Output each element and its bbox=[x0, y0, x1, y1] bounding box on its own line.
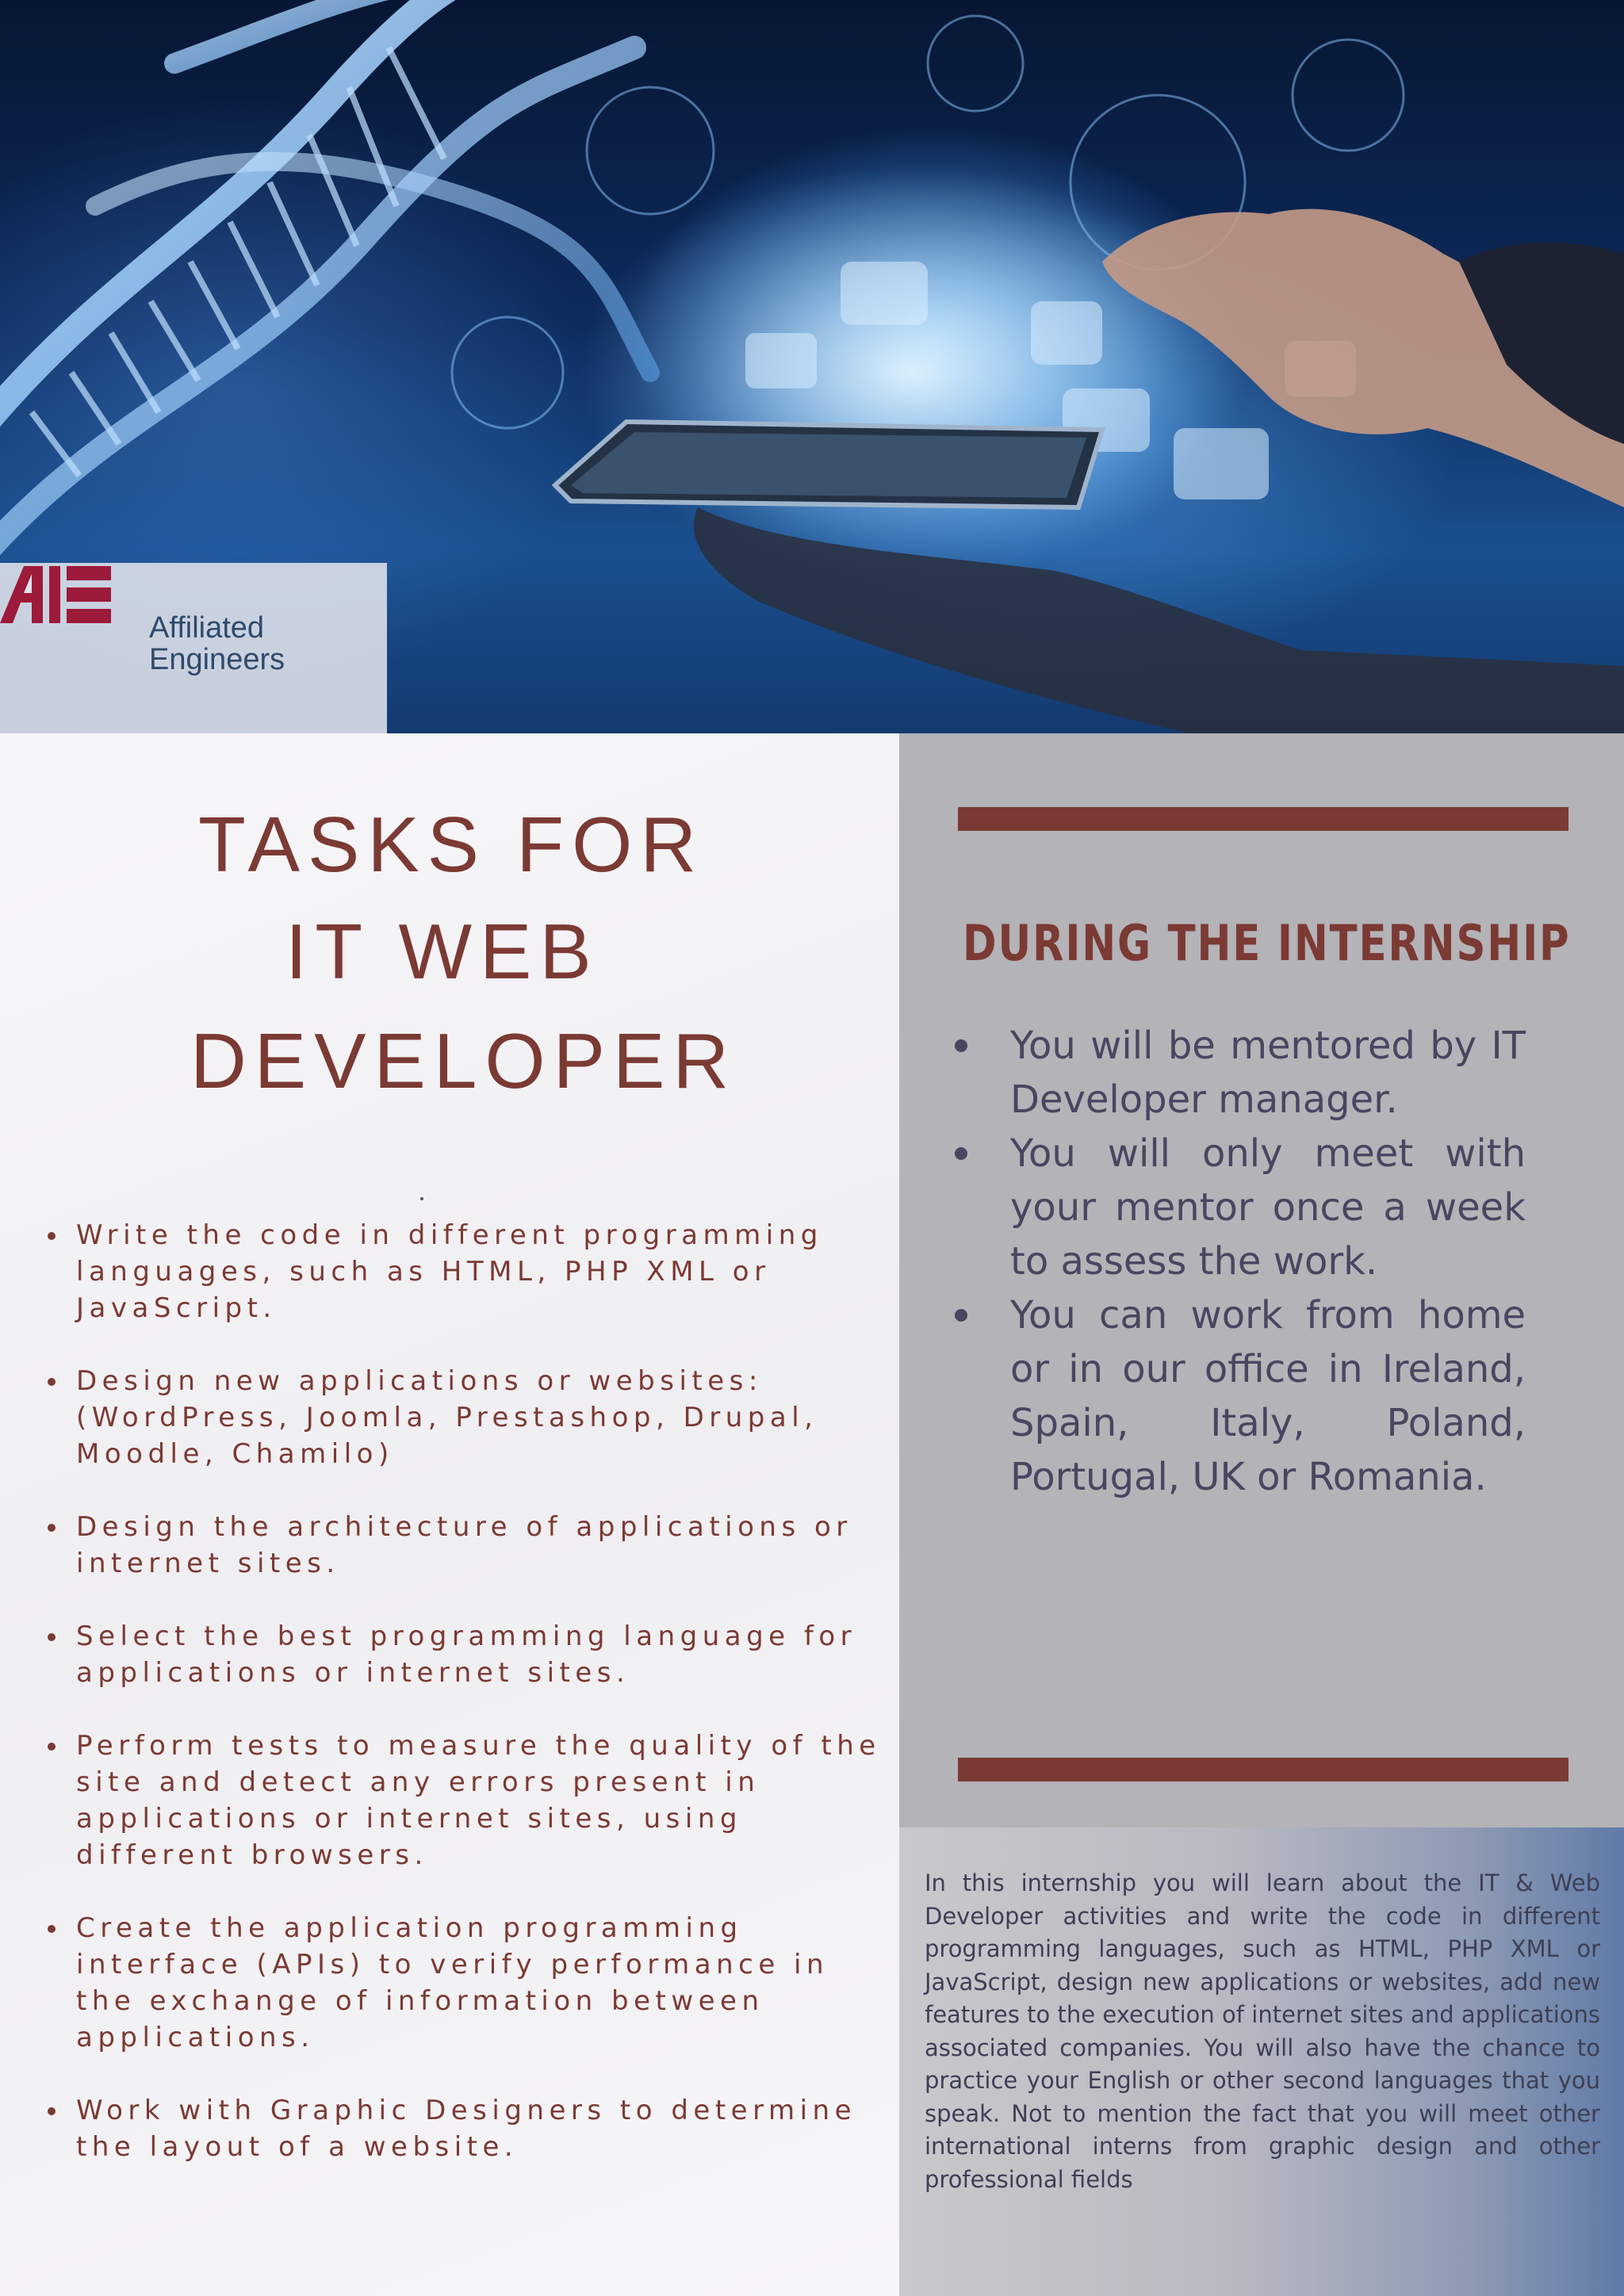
hero-image bbox=[0, 0, 1624, 733]
task-item bbox=[44, 1910, 885, 2056]
internship-item-text: You can work from home or in our office in Ireland, Spain, Italy, Poland, Portugal, UK or Romania. bbox=[1010, 1293, 1526, 1499]
internship-panel bbox=[899, 733, 1624, 1827]
bullet-icon bbox=[955, 1039, 967, 1052]
internship-item-text: You will be mentored by IT Developer manager. bbox=[1010, 1024, 1526, 1122]
bullet-icon bbox=[48, 1633, 56, 1641]
internship-heading: DURING THE INTERNSHIP bbox=[963, 914, 1571, 972]
tablet bbox=[555, 422, 1102, 507]
decorative-dot bbox=[420, 1197, 423, 1200]
task-text: Design new applications or websites: (WordPress, Joomla, Prestashop, Drupal, Moodle, Chamilo) bbox=[76, 1365, 818, 1470]
task-item bbox=[44, 1363, 885, 1472]
task-item bbox=[44, 1217, 885, 1326]
bullet-icon bbox=[48, 1925, 56, 1933]
task-item bbox=[44, 1509, 885, 1582]
internship-item bbox=[1010, 1288, 1526, 1504]
divider-bar-bottom bbox=[958, 1758, 1568, 1781]
company-name-line1: Affiliated bbox=[149, 611, 265, 645]
bullet-icon bbox=[48, 2107, 56, 2115]
company-logo-icon bbox=[0, 563, 117, 626]
company-name bbox=[149, 612, 285, 675]
bullet-icon bbox=[955, 1309, 967, 1322]
tasks-section bbox=[0, 733, 899, 2296]
bullet-icon bbox=[48, 1743, 56, 1751]
internship-item bbox=[1010, 1019, 1526, 1127]
bullet-icon bbox=[955, 1147, 967, 1160]
internship-list bbox=[1010, 1019, 1624, 1504]
task-text: Select the best programming language for applications or internet sites. bbox=[76, 1621, 857, 1689]
internship-item-text: You will only meet with your mentor once a week to assess the work. bbox=[1010, 1131, 1526, 1284]
title-line-3: DEVELOPER bbox=[190, 1017, 737, 1104]
task-text: Work with Graphic Designers to determine the layout of a website. bbox=[76, 2095, 856, 2163]
logo-panel bbox=[0, 563, 387, 733]
company-name-line2: Engineers bbox=[149, 643, 285, 676]
task-item bbox=[44, 1618, 885, 1691]
divider-bar-top bbox=[958, 807, 1568, 831]
title-line-2: IT WEB bbox=[285, 908, 599, 995]
task-text: Design the architecture of applications or internet sites. bbox=[76, 1511, 852, 1579]
task-text: Create the application programming interface (APIs) to verify performance in the exchange of information between applications. bbox=[76, 1912, 829, 2053]
bullet-icon bbox=[48, 1378, 56, 1386]
task-item bbox=[44, 1728, 885, 1873]
task-text: Perform tests to measure the quality of the site and detect any errors present in applications or internet sites, using different browsers. bbox=[76, 1730, 881, 1871]
task-text: Write the code in different programming languages, such as HTML, PHP XML or JavaScript. bbox=[76, 1219, 823, 1324]
tasks-list bbox=[44, 1217, 885, 2202]
task-item bbox=[44, 2092, 885, 2165]
internship-item bbox=[1010, 1127, 1526, 1288]
bullet-icon bbox=[48, 1524, 56, 1532]
summary-paragraph: In this internship you will learn about the IT & Web Developer activities and write the code in different programming languages, such as HTML, PHP XML or JavaScript, design new applications or websites, add new features to the execution of internet sites and applications associated companies. You will also have the chance to practice your English or other second languages that you speak. Not to mention the fact that you will meet other international interns from graphic design and other professional fields bbox=[925, 1869, 1600, 2193]
bullet-icon bbox=[48, 1232, 56, 1240]
title-line-1: TASKS FOR bbox=[198, 801, 705, 888]
summary-panel bbox=[899, 1827, 1624, 2296]
